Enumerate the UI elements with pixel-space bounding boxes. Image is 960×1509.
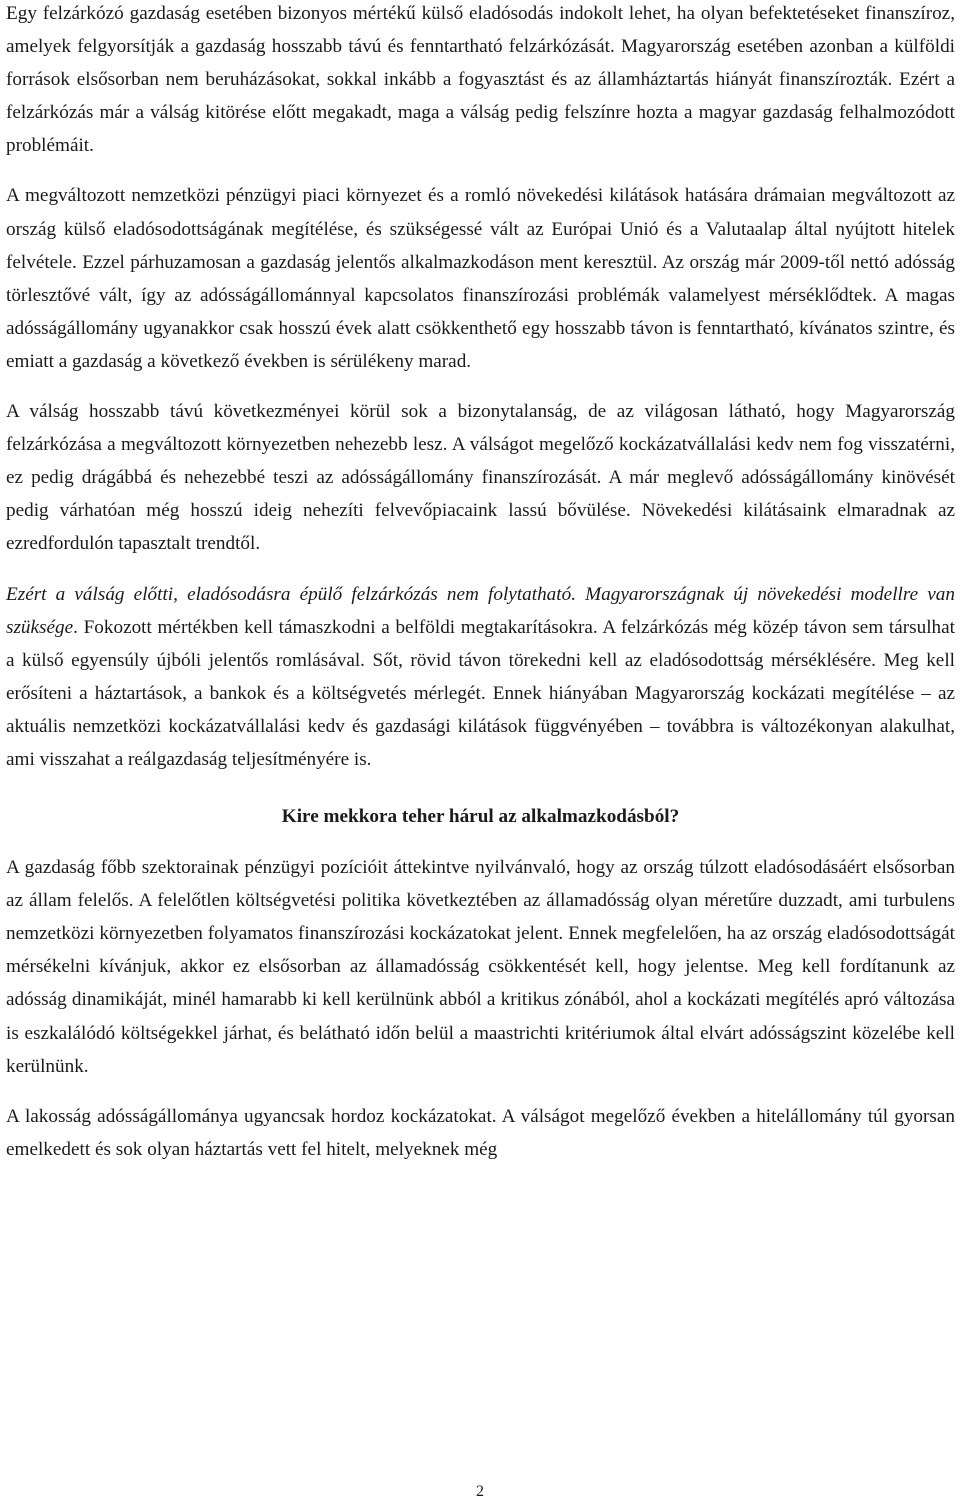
document-page <box>6 0 955 1166</box>
paragraph-5: A gazdaság főbb szektorainak pénzügyi pozícióit áttekintve nyilvánvaló, hogy az ország túlzott eladósodásáért elsősorban az állam felelős. A felelőtlen költségvetési politika következtében az államadósság olyan méretűre duzzadt, ami turbulens nemzetközi környezetben folyamatos finanszírozási kockázatokat jelent. Ennek megfelelően, ha az ország eladósodottságát mérsékelni kívánjuk, akkor ez elsősorban az államadósság csökkentését kell, hogy jelentse. Meg kell fordítanunk az adósság dinamikáját, minél hamarabb ki kell kerülnünk abból a kritikus zónából, ahol a kockázati megítélés apró változása is eszkalálódó költségekkel járhat, és belátható időn belül a maastrichti kritériumok által elvárt adósságszint közelébe kell kerülnünk. <box>6 857 955 1077</box>
page-number: 2 <box>476 1483 484 1500</box>
paragraph-2: A megváltozott nemzetközi pénzügyi piaci környezet és a romló növekedési kilátások hatására drámaian megváltozott az ország külső eladósodottságának megítélése, és szükségessé vált az Európai Unió és a Valutaalap által nyújtott hitelek felvétele. Ezzel párhuzamosan a gazdaság jelentős alkalmazkodáson ment keresztül. Az ország már 2009-től nettó adósság törlesztővé vált, így az adósságállománnyal kapcsolatos finanszírozási problémák valamelyest mérséklődtek. A magas adósságállomány ugyanakkor csak hosszú évek alatt csökkenthető egy hosszabb távon is fenntartható, kívánatos szintre, és emiatt a gazdaság a következő években is sérülékeny marad. <box>6 185 955 372</box>
section-heading: Kire mekkora teher hárul az alkalmazkodásból? <box>281 806 680 828</box>
paragraph-3: A válság hosszabb távú következményei körül sok a bizonytalanság, de az világosan látható, hogy Magyarország felzárkózása a megváltozott környezetben nehezebb lesz. A válságot megelőző kockázatvállalási kedv nem fog visszatérni, ez pedig drágábbá és nehezebbé teszi az adósságállomány finanszírozását. A már meglevő adósságállomány kinövését pedig várhatóan még hosszú ideig nehezíti felvevőpiacaink lassú bővülése. Növekedési kilátásaink elmaradnak az ezredfordulón tapasztalt trendtől. <box>6 401 955 555</box>
paragraph-4-body: . Fokozott mértékben kell támaszkodni a belföldi megtakarításokra. A felzárkózás még közép távon sem társulhat a külső egyensúly újbóli jelentős romlásával. Sőt, rövid távon törekedni kell az eladósodottság mérséklésére. Meg kell erősíteni a háztartások, a bankok és a költségvetés mérlegét. Ennek hiányában Magyarország kockázati megítélése – az aktuális nemzetközi kockázatvállalási kedv és gazdasági kilátások függvényében – továbbra is változékonyan alakulhat, ami visszahat a reálgazdaság teljesítményére is. <box>6 616 955 770</box>
paragraph-1: Egy felzárkózó gazdaság esetében bizonyos mértékű külső eladósodás indokolt lehet, ha olyan befektetéseket finanszíroz, amelyek felgyorsítják a gazdaság hosszabb távú és fenntartható felzárkózását. Magyarország esetében azonban a külföldi források elsősorban nem beruházásokat, sokkal inkább a fogyasztást és az államháztartás hiányát finanszírozták. Ezért a felzárkózás már a válság kitörése előtt megakadt, maga a válság pedig felszínre hozta a magyar gazdaság felhalmozódott problémáit. <box>6 3 955 157</box>
paragraph-4-italic-lead: Ezért a válság előtti, eladósodásra épülő felzárkózás nem folytatható. Magyarországnak új növekedési modellre van szüksége <box>6 583 955 638</box>
paragraph-4 <box>6 578 955 777</box>
paragraph-6: A lakosság adósságállománya ugyancsak hordoz kockázatokat. A válságot megelőző években a hitelállomány túl gyorsan emelkedett és sok olyan háztartás vett fel hitelt, melyeknek még <box>6 1105 955 1160</box>
